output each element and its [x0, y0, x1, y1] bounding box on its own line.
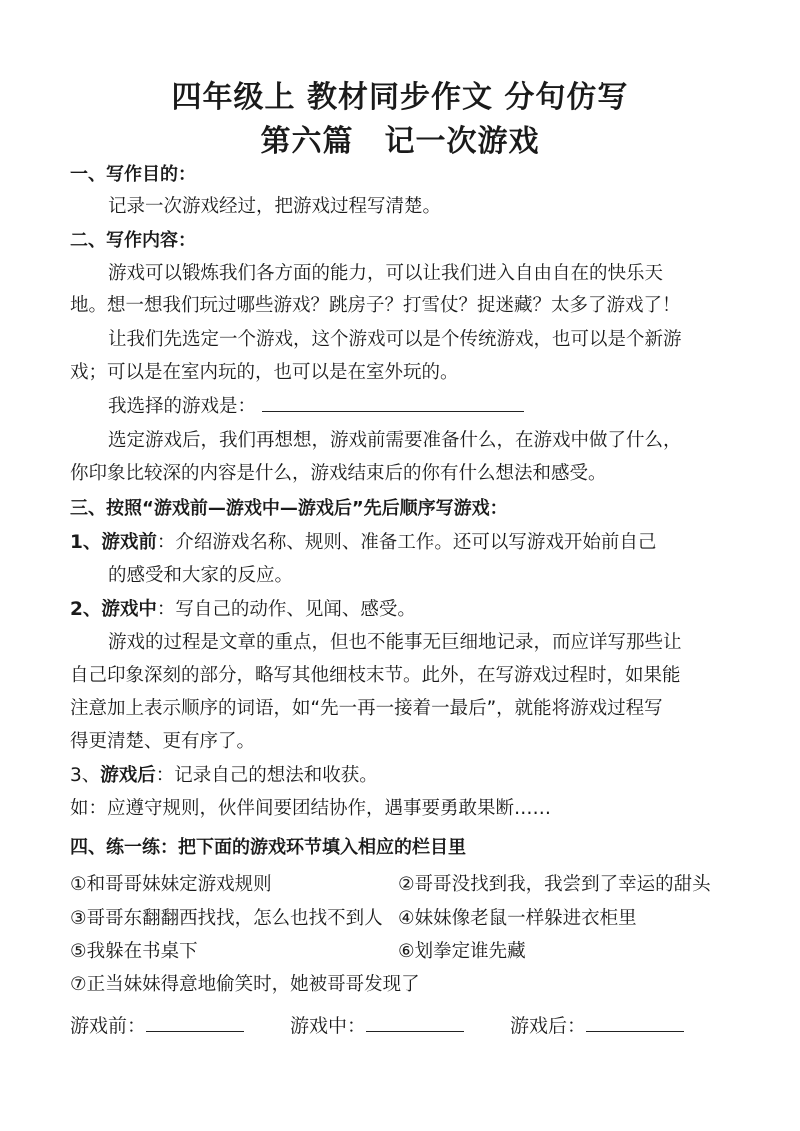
item2-para-line1: 游戏的过程是文章的重点，但也不能事无巨细地记录，而应详写那些让	[108, 632, 682, 653]
page-subtitle: 第六篇 记一次游戏	[260, 124, 540, 159]
section4-heading: 四、练一练：把下面的游戏环节填入相应的栏目里	[70, 837, 466, 858]
example-text: 如：应遵守规则，伙伴间要团结协作，遇事要勇敢果断……	[70, 798, 552, 819]
section2-para3-line1: 选定游戏后，我们再想想，游戏前需要准备什么，在游戏中做了什么，	[108, 430, 682, 451]
answer-after-blank[interactable]	[586, 1013, 684, 1032]
section1-text: 记录一次游戏经过，把游戏过程写清楚。	[108, 196, 442, 217]
section2-para3-line2: 你印象比较深的内容是什么，游戏结束后的你有什么想法和感受。	[70, 463, 607, 484]
item1-term: 游戏前	[101, 532, 157, 553]
item3-number: 3、	[70, 765, 101, 786]
item2-text: ：写自己的动作、见闻、感受。	[156, 599, 416, 620]
section1-heading: 一、写作目的：	[70, 164, 196, 185]
answer-during-label: 游戏中：	[290, 1015, 367, 1037]
section2-para1-line1: 游戏可以锻炼我们各方面的能力，可以让我们进入自由自在的快乐天	[108, 263, 664, 284]
item2-row	[70, 595, 735, 621]
answer-after	[510, 1011, 684, 1038]
option-2: ②哥哥没找到我，我尝到了幸运的甜头	[398, 874, 711, 895]
section3-heading: 三、按照“游戏前—游戏中—游戏后”先后顺序写游戏：	[70, 498, 508, 519]
item2-para-line3: 注意加上表示顺序的词语，如“先一再一接着一最后”，就能将游戏过程写	[70, 698, 663, 719]
item1-row	[70, 528, 735, 554]
section2-para2-line2: 戏；可以是在室内玩的，也可以是在室外玩的。	[70, 362, 459, 383]
answer-before	[70, 1011, 244, 1038]
choose-game-blank[interactable]	[262, 393, 524, 412]
section2-para2-line1: 让我们先选定一个游戏，这个游戏可以是个传统游戏，也可以是个新游	[108, 329, 682, 350]
option-1: ①和哥哥妹妹定游戏规则	[70, 874, 272, 895]
choose-game-label: 我选择的游戏是：	[108, 396, 257, 417]
answer-after-label: 游戏后：	[510, 1015, 587, 1037]
answer-before-blank[interactable]	[146, 1013, 244, 1032]
item3-term: 游戏后	[100, 765, 156, 786]
answer-during-blank[interactable]	[366, 1013, 464, 1032]
option-5: ⑤我躲在书桌下	[70, 941, 198, 962]
option-6: ⑥划拳定谁先藏	[398, 941, 526, 962]
item1-text: ：介绍游戏名称、规则、准备工作。还可以写游戏开始前自己	[156, 532, 657, 553]
item2-para-line4: 得更清楚、更有序了。	[70, 731, 256, 752]
option-4: ④妹妹像老鼠一样躲进衣柜里	[398, 908, 637, 929]
choose-game-row	[108, 392, 773, 418]
item1-number: 1、	[70, 532, 102, 553]
item3-text: ：记录自己的想法和收获。	[155, 765, 378, 786]
item1-text-continued: 的感受和大家的反应。	[108, 565, 294, 586]
item2-para-line2: 自己印象深刻的部分，略写其他细枝末节。此外，在写游戏过程时，如果能	[70, 665, 681, 686]
section2-para1-line2: 地。想一想我们玩过哪些游戏？跳房子？打雪仗？捉迷藏？太多了游戏了！	[70, 295, 681, 316]
item2-term: 游戏中	[101, 599, 157, 620]
page-title: 四年级上 教材同步作文 分句仿写	[171, 80, 629, 115]
option-7: ⑦正当妹妹得意地偷笑时，她被哥哥发现了	[70, 974, 420, 995]
option-3: ③哥哥东翻翻西找找，怎么也找不到人	[70, 908, 383, 929]
answer-before-label: 游戏前：	[70, 1015, 147, 1037]
item3-row	[70, 761, 735, 787]
answer-during	[290, 1011, 464, 1038]
section2-heading: 二、写作内容：	[70, 230, 196, 251]
item2-number: 2、	[70, 599, 102, 620]
